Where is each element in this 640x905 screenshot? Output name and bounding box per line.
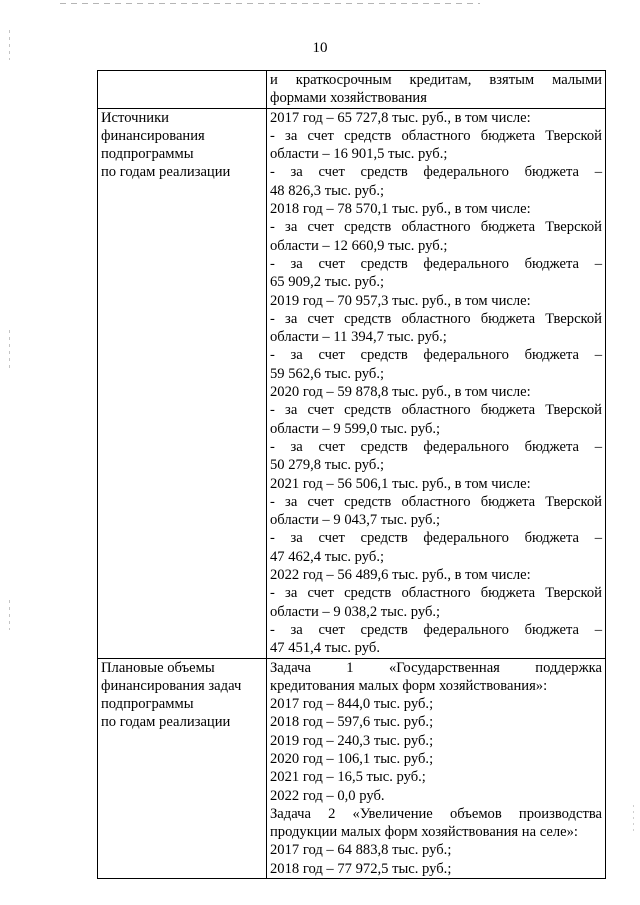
text-line: 2017 год – 844,0 тыс. руб.;: [270, 696, 434, 713]
text-line: 2018 год – 597,6 тыс. руб.;: [270, 714, 434, 731]
text-line: - за счет средств областного бюджета Тверской: [270, 219, 602, 236]
text-line: области – 9 038,2 тыс. руб.;: [270, 603, 441, 620]
text-line: 2017 год – 65 727,8 тыс. руб., в том числе:: [270, 109, 531, 126]
text-line: кредитования малых форм хозяйствования»:: [270, 677, 548, 694]
table-row: [98, 71, 606, 109]
row-content: [267, 71, 606, 109]
text-line: 59 562,6 тыс. руб.;: [270, 365, 385, 382]
text-line: - за счет средств федерального бюджета –: [270, 164, 602, 181]
text-line: 48 826,3 тыс. руб.;: [270, 182, 385, 199]
scan-artifact-left: [9, 600, 10, 630]
text-line: - за счет средств федерального бюджета –: [270, 255, 602, 272]
scan-artifact-right: [633, 805, 634, 835]
text-line: - за счет средств областного бюджета Тверской: [270, 402, 602, 419]
label-line: подпрограммы: [101, 696, 194, 713]
text-line: 2018 год – 77 972,5 тыс. руб.;: [270, 860, 452, 877]
text-line: 2017 год – 64 883,8 тыс. руб.;: [270, 842, 452, 859]
text-line: и краткосрочным кредитам, взятым малыми: [270, 72, 602, 88]
row-label-task-funding: [98, 658, 267, 879]
text-line: - за счет средств областного бюджета Тверской: [270, 310, 602, 327]
text-line: 50 279,8 тыс. руб.;: [270, 457, 385, 474]
text-line: 2018 год – 78 570,1 тыс. руб., в том числе:: [270, 201, 531, 218]
label-line: подпрограммы: [101, 146, 194, 163]
text-line: 2022 год – 56 489,6 тыс. руб., в том числе:: [270, 567, 531, 584]
text-line: - за счет средств федерального бюджета –: [270, 621, 602, 638]
text-line: области – 12 660,9 тыс. руб.;: [270, 237, 448, 254]
scan-artifact-left: [9, 330, 10, 370]
text-line: - за счет средств федерального бюджета –: [270, 438, 602, 455]
text-line: - за счет средств федерального бюджета –: [270, 530, 602, 547]
text-line: 47 451,4 тыс. руб.: [270, 640, 380, 657]
text-line: области – 16 901,5 тыс. руб.;: [270, 146, 448, 163]
text-line: - за счет средств областного бюджета Тверской: [270, 127, 602, 144]
text-line: продукции малых форм хозяйствования на селе»:: [270, 824, 578, 841]
text-line: - за счет средств областного бюджета Тверской: [270, 493, 602, 510]
text-line: 2019 год – 70 957,3 тыс. руб., в том числе:: [270, 292, 531, 309]
label-line: по годам реализации: [101, 714, 231, 731]
row-label-empty: [98, 71, 267, 109]
label-line: Плановые объемы: [101, 659, 215, 676]
label-line: финансирования: [101, 127, 205, 144]
table-row: [98, 108, 606, 658]
text-line: 2022 год – 0,0 руб.: [270, 787, 385, 804]
text-line: 2021 год – 56 506,1 тыс. руб., в том числе:: [270, 475, 531, 492]
label-line: финансирования задач: [101, 677, 242, 694]
text-line: - за счет средств федерального бюджета –: [270, 347, 602, 364]
text-line: 2021 год – 16,5 тыс. руб.;: [270, 769, 426, 786]
label-line: по годам реализации: [101, 164, 231, 181]
text-line: 2020 год – 106,1 тыс. руб.;: [270, 750, 434, 767]
text-line: формами хозяйствования: [270, 90, 427, 107]
text-line: 2019 год – 240,3 тыс. руб.;: [270, 732, 434, 749]
text-line: 65 909,2 тыс. руб.;: [270, 274, 385, 291]
row-content: [267, 108, 606, 658]
text-line: Задача 2 «Увеличение объемов производства: [270, 805, 602, 822]
passport-table: [97, 70, 606, 879]
label-line: Источники: [101, 109, 169, 126]
text-line: 2020 год – 59 878,8 тыс. руб., в том числе:: [270, 384, 531, 401]
table-row: [98, 658, 606, 879]
scan-artifact-top: [60, 3, 480, 4]
page-number: 10: [312, 40, 328, 56]
row-content: [267, 658, 606, 879]
text-line: 47 462,4 тыс. руб.;: [270, 548, 385, 565]
text-line: области – 11 394,7 тыс. руб.;: [270, 329, 447, 346]
text-line: Задача 1 «Государственная поддержка: [270, 659, 602, 676]
text-line: области – 9 043,7 тыс. руб.;: [270, 512, 441, 529]
text-line: области – 9 599,0 тыс. руб.;: [270, 420, 441, 437]
row-label-funding-sources: [98, 108, 267, 658]
text-line: - за счет средств областного бюджета Тверской: [270, 585, 602, 602]
